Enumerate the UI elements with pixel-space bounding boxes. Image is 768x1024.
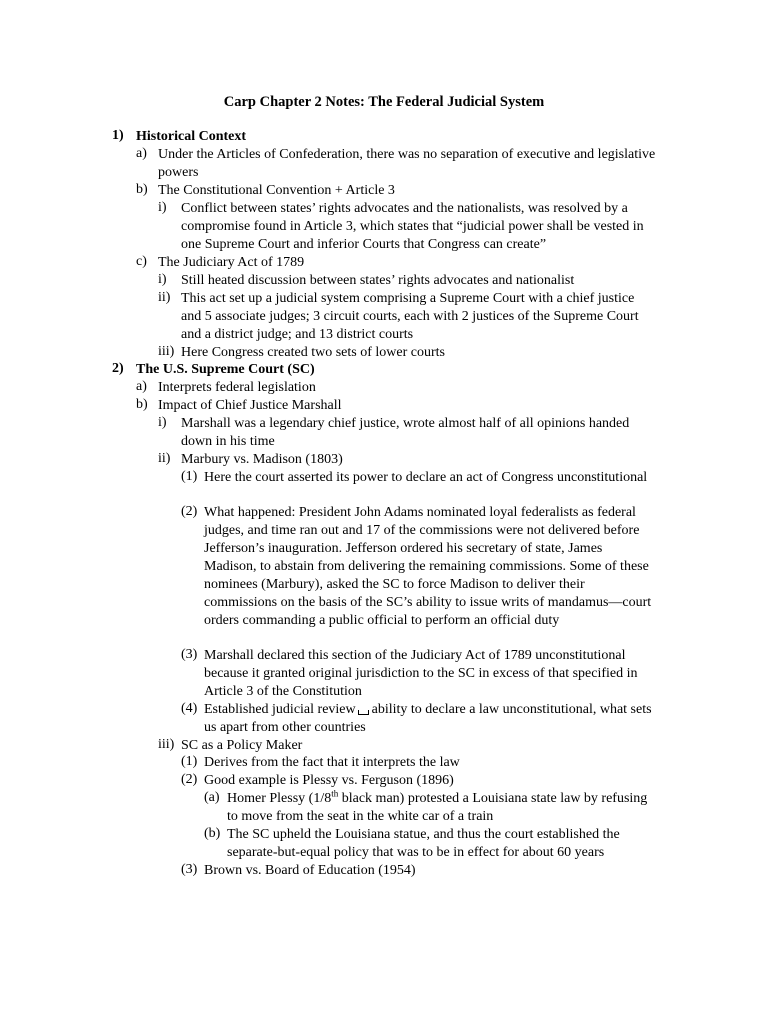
outline-text-part: Established judicial review	[204, 702, 356, 717]
outline-text: Impact of Chief Justice Marshall	[158, 398, 342, 413]
outline-marker: (2)	[181, 772, 198, 787]
outline-text: What happened: President John Adams nominated loyal federalists as federal judges, and time ran out and 17 of the commissions were not delivered before Jefferson’s inauguration. Jefferson ordered his secretary of state, James Madison, to abstain from delivering the remaining commissions. Some of these nominees (Marbury), asked the SC to force Madison to deliver their commissions on the basis of the SC’s ability to issue writs of mandamus—court orders commanding a public official to perform an official duty	[204, 505, 652, 628]
outline-marker: (3)	[181, 647, 198, 662]
outline-marker: (1)	[181, 754, 198, 769]
outline-marker: i)	[158, 272, 167, 287]
outline-text: Here Congress created two sets of lower courts	[181, 345, 445, 360]
outline-marker: a)	[136, 146, 147, 161]
arrow-symbol-icon	[358, 710, 369, 715]
outline-text: Marshall declared this section of the Judiciary Act of 1789 unconstitutional because it granted original jurisdiction to the SC in excess of that specified in Article 3 of the Constitution	[204, 648, 638, 699]
outline-text: Marbury vs. Madison (1803)	[181, 452, 343, 467]
outline-text: The Judiciary Act of 1789	[158, 255, 305, 270]
page-title: Carp Chapter 2 Notes: The Federal Judicial System	[223, 94, 545, 110]
outline-marker: b)	[136, 397, 148, 412]
outline-marker: i)	[158, 200, 167, 215]
outline-text: Here the court asserted its power to declare an act of Congress unconstitutional	[204, 470, 648, 485]
outline-marker: c)	[136, 254, 147, 269]
outline-marker: (b)	[204, 826, 221, 841]
outline-marker: (4)	[181, 701, 198, 716]
outline-marker: (2)	[181, 504, 198, 519]
outline-text-part: ability to declare a law unconstitutional, what sets us apart from other countries	[204, 702, 652, 735]
outline-text: Interprets federal legislation	[158, 380, 316, 395]
outline-text	[227, 790, 656, 826]
outline-marker: b)	[136, 182, 148, 197]
outline-text: Brown vs. Board of Education (1954)	[204, 863, 416, 878]
outline-marker: iii)	[158, 344, 175, 359]
outline-text: Under the Articles of Confederation, there was no separation of executive and legislative powers	[158, 147, 656, 180]
outline-marker: iii)	[158, 737, 175, 752]
outline-text-part: Homer Plessy (1/8	[227, 791, 332, 806]
outline-text: Derives from the fact that it interprets the law	[204, 755, 460, 770]
outline-marker: ii)	[158, 451, 171, 466]
outline-marker: (3)	[181, 862, 198, 877]
outline-marker: i)	[158, 415, 167, 430]
outline-text: Conflict between states’ rights advocates and the nationalists, was resolved by a compromise found in Article 3, which states that “judicial power shall be vested in one Supreme Court and inferior Courts that Congress can create”	[181, 201, 644, 252]
outline-marker: 2)	[112, 361, 124, 376]
outline-text: SC as a Policy Maker	[181, 738, 303, 753]
outline-text: Historical Context	[136, 129, 247, 144]
outline-text: Good example is Plessy vs. Ferguson (1896)	[204, 773, 454, 788]
outline-text: The U.S. Supreme Court (SC)	[136, 362, 315, 377]
outline-marker: a)	[136, 379, 147, 394]
outline-marker: 1)	[112, 128, 124, 143]
outline-text: The Constitutional Convention + Article 3	[158, 183, 395, 198]
outline-marker: (a)	[204, 790, 220, 805]
outline-text: Marshall was a legendary chief justice, wrote almost half of all opinions handed down in his time	[181, 416, 630, 449]
outline-marker: (1)	[181, 469, 198, 484]
outline-text	[204, 701, 656, 737]
outline-text: The SC upheld the Louisiana statue, and thus the court established the separate-but-equal policy that was to be in effect for about 60 years	[227, 827, 620, 860]
outline-text: This act set up a judicial system comprising a Supreme Court with a chief justice and 5 associate judges; 3 circuit courts, each with 2 justices of the Supreme Court and a district judge; and 13 district courts	[181, 291, 639, 342]
outline-text-part: black man) protested a Louisiana state law by refusing to move from the seat in the white car of a train	[227, 791, 648, 824]
superscript: th	[331, 788, 339, 799]
outline-text: Still heated discussion between states’ rights advocates and nationalist	[181, 273, 575, 288]
outline-marker: ii)	[158, 290, 171, 305]
